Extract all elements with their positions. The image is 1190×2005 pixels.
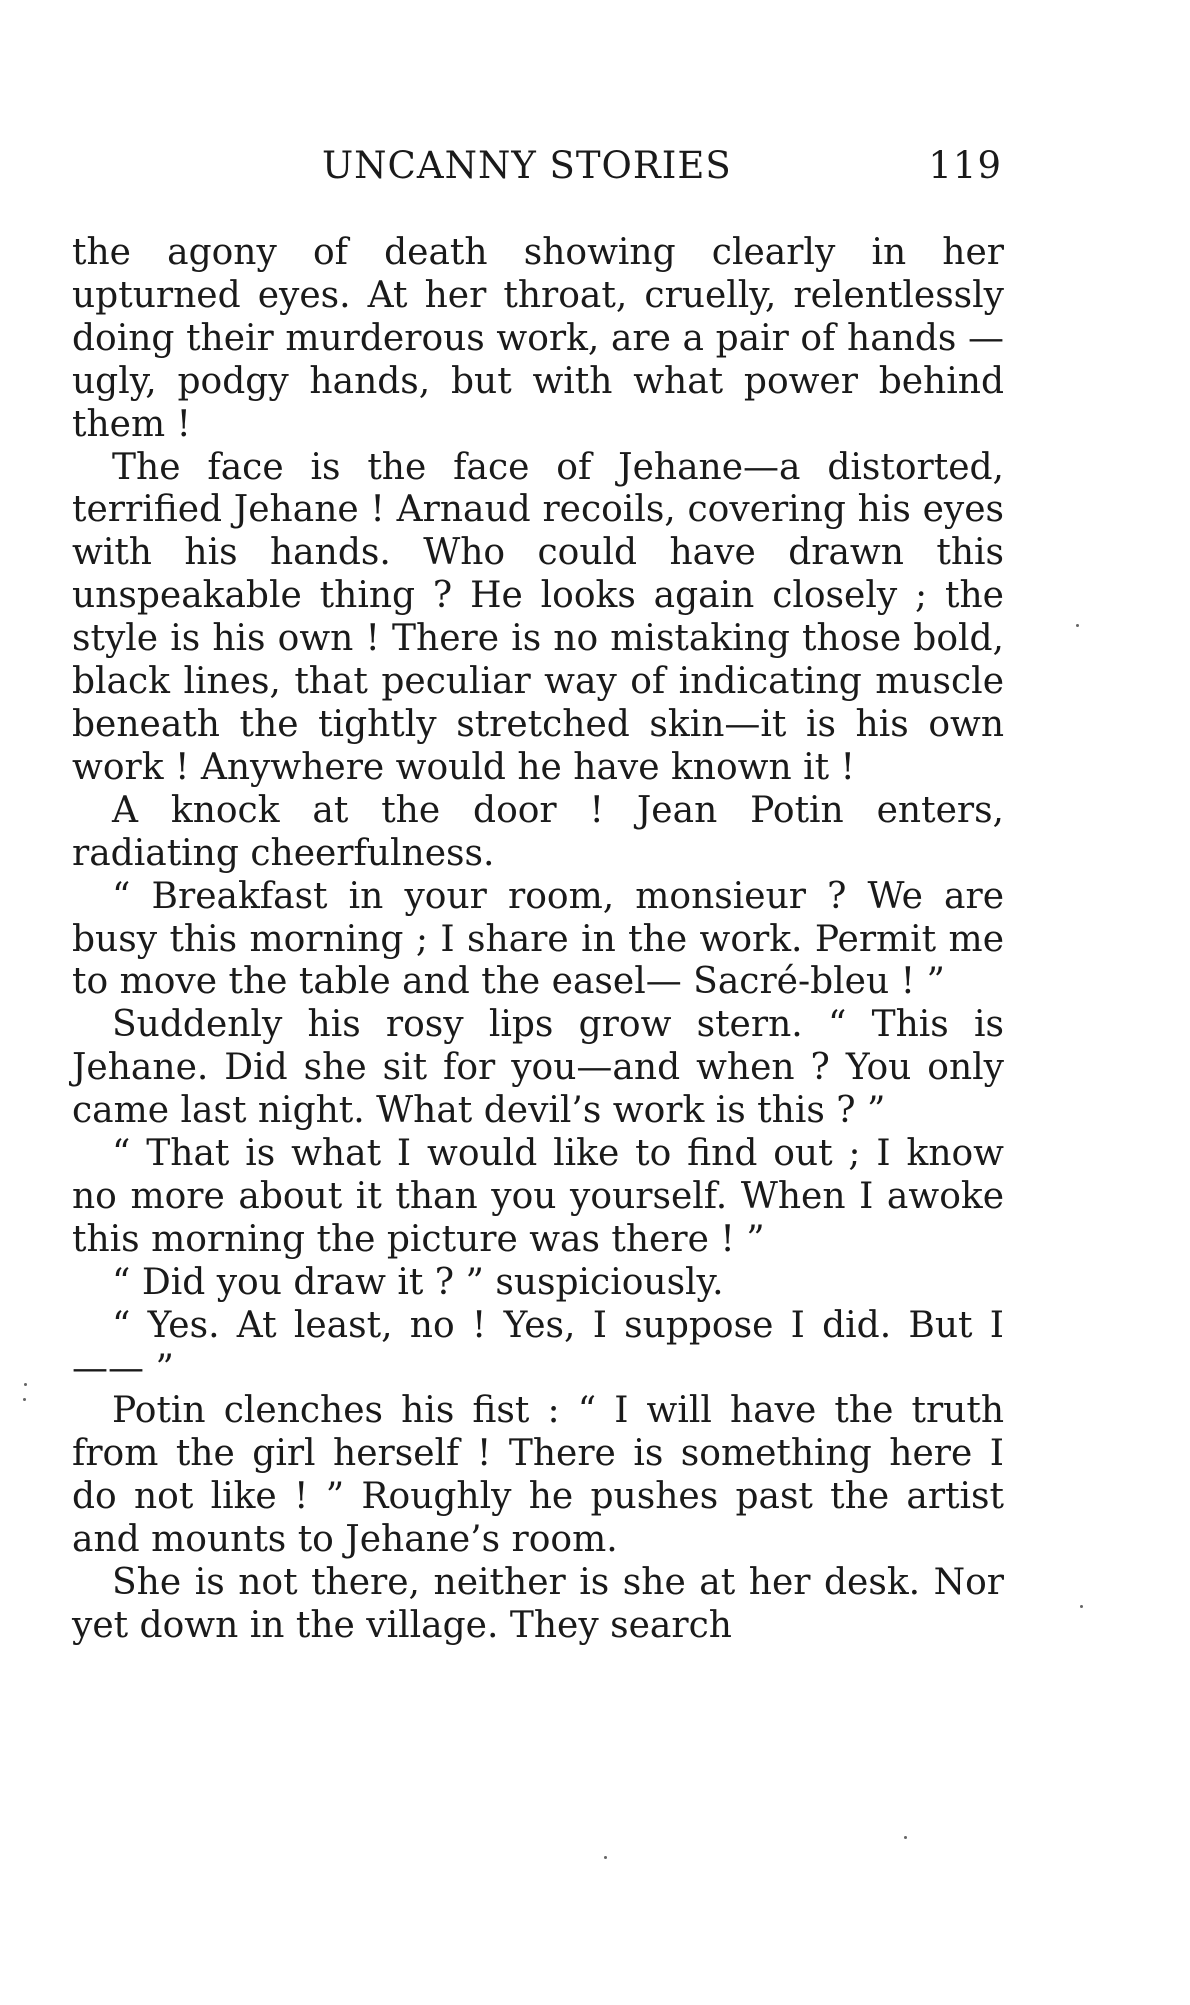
paragraph: The face is the face of Jehane—a distorted, terrified Jehane ! Arnaud recoils, covering his eyes with his hands. Who could have drawn this unspeakable thing ? He looks again closely ; the style is his own ! There is no mistaking those bold, black lines, that peculiar way of indicating muscle beneath the tightly stretched skin—it is his own work ! Anywhere would he have known it ! <box>72 446 1004 788</box>
paragraph: “ Did you draw it ? ” suspiciously. <box>112 1261 724 1303</box>
paragraph: Suddenly his rosy lips grow stern. “ This is Jehane. Did she sit for you—and when ? You only came last night. What devil’s work is this ? ” <box>72 1004 1004 1132</box>
page-number: 119 <box>928 144 1002 187</box>
paragraph: “ That is what I would like to find out ; I know no more about it than you yourself. When I awoke this morning the picture was there ! ” <box>72 1133 1004 1260</box>
body-text <box>72 232 1004 1648</box>
paragraph: “ Yes. At least, no ! Yes, I suppose I did. But I—— ” <box>72 1304 1004 1389</box>
running-title: UNCANNY STORIES <box>322 144 732 187</box>
paper-speck <box>1076 624 1079 627</box>
running-head <box>72 144 1002 194</box>
paper-speck <box>1080 1605 1083 1608</box>
paragraph: the agony of death showing clearly in her upturned eyes. At her throat, cruelly, relentlessly doing their murderous work, are a pair of hands —ugly, podgy hands, but with what power behind them ! <box>72 232 1004 445</box>
paper-speck <box>24 1383 27 1386</box>
paragraph: A knock at the door ! Jean Potin enters, radiating cheerfulness. <box>72 789 1004 874</box>
paper-speck <box>23 1398 26 1401</box>
paragraph: She is not there, neither is she at her desk. Nor yet down in the village. They search <box>72 1562 1004 1646</box>
paper-speck <box>904 1836 907 1839</box>
paragraph: “ Breakfast in your room, monsieur ? We are busy this morning ; I share in the work. Permit me to move the table and the easel— Sacré-bleu ! ” <box>72 875 1004 1003</box>
paper-speck <box>604 1856 607 1859</box>
paragraph: Potin clenches his fist : “ I will have the truth from the girl herself ! There is something here I do not like ! ” Roughly he pushes past the artist and mounts to Jehane’s room. <box>72 1390 1004 1561</box>
